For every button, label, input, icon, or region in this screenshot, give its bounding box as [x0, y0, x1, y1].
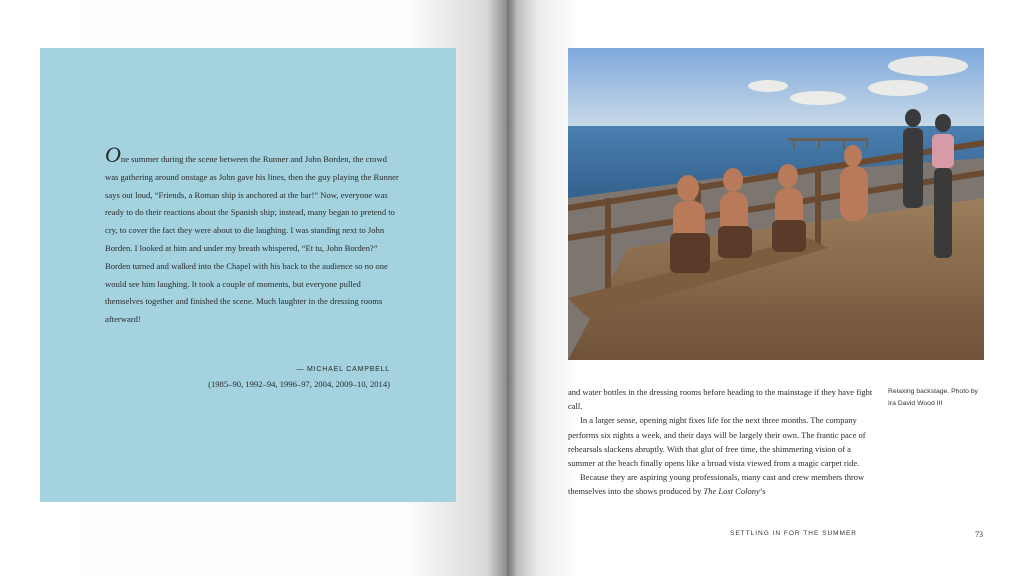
- left-page: [0, 0, 507, 576]
- running-head: SETTLING IN FOR THE SUMMER: [730, 530, 857, 537]
- quote-attribution-name: — MICHAEL CAMPBELL: [296, 366, 390, 373]
- book-title: The Lost Colony: [703, 486, 760, 497]
- body-text: [568, 385, 880, 499]
- pull-quote-body: ne summer during the scene between the Runner and John Borden, the crowd was gathering around onstage as John gave his lines, then the guy playing the Runner says out loud, “Friends, a Roman ship is anchored at the bar!” Now, everyone was ready to do their reactions about the Spanish ship; instead, many began to pretend to cry, to cover the fact they were about to die laughing. I was standing next to John Borden. I looked at him and under my breath whispered, “Et tu, John Borden?” Borden turned and walked into the Chapel with his back to the audience so no one would see him laughing. It took a couple of moments, but everyone pulled themselves together and finished the scene. Much laughter in the dressing rooms afterward!: [105, 154, 399, 325]
- backstage-photo: [568, 48, 984, 360]
- page-number: 73: [975, 530, 983, 539]
- pull-quote-text: [105, 142, 400, 329]
- body-paragraph-1: and water bottles in the dressing rooms before heading to the mainstage if they have fight call.: [568, 387, 873, 412]
- body-paragraph-2: In a larger sense, opening night fixes life for the next three months. The company performs six nights a week, and their days will be largely their own. The frantic pace of rehearsals slackens abruptly. With that glut of free time, the shimmering vision of a summer at the beach finally opens like a broad vista viewed from a magic carpet ride.: [568, 415, 866, 469]
- quote-attribution-years: (1985–90, 1992–94, 1996–97, 2004, 2009–10, 2014): [208, 379, 390, 389]
- body-paragraph-3-start: Because they are aspiring young professionals, many cast and crew members throw themselves into the shows produced by: [568, 472, 865, 497]
- photo-caption: Relaxing backstage. Photo by Ira David Wood III: [888, 388, 978, 407]
- body-paragraph-3: [568, 470, 880, 498]
- body-paragraph-3-end: ’s: [759, 486, 766, 497]
- drop-cap: O: [105, 142, 121, 167]
